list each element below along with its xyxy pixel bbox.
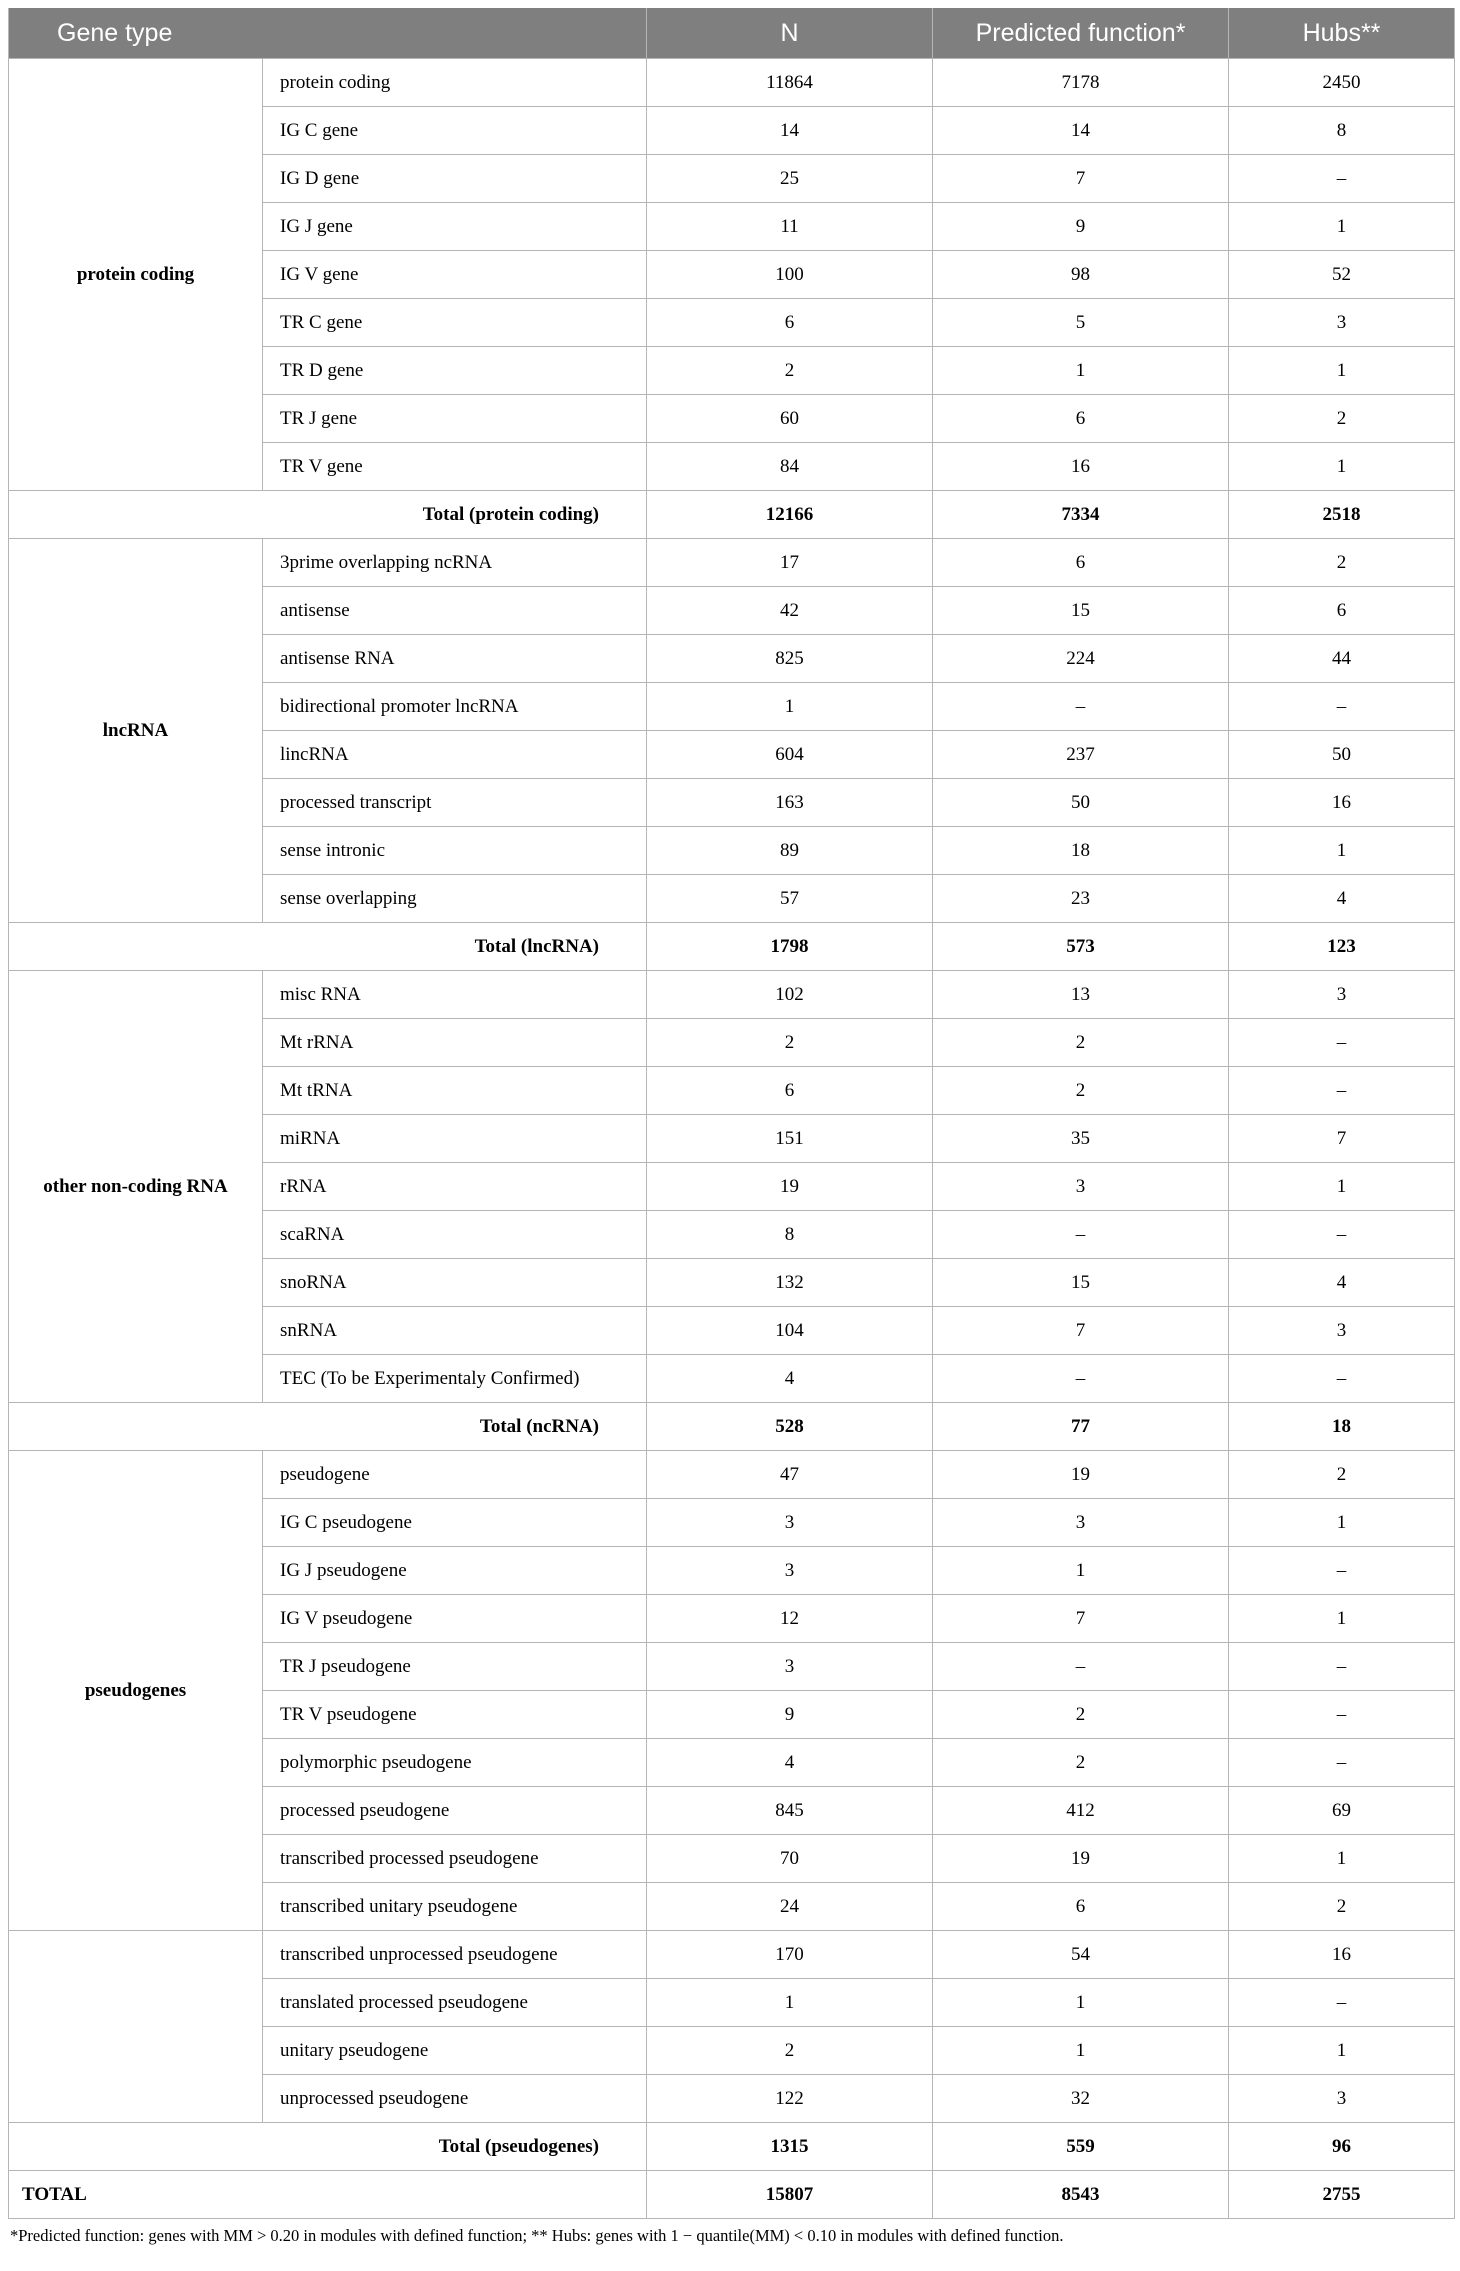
subtype-cell: IG J gene: [263, 203, 647, 251]
hubs-cell: 2: [1229, 1883, 1455, 1931]
header-row: [9, 8, 1455, 59]
group-label-cell: lncRNA: [9, 539, 263, 923]
subtype-cell: bidirectional promoter lncRNA: [263, 683, 647, 731]
predicted-function-cell: 35: [933, 1115, 1229, 1163]
subtype-cell: translated processed pseudogene: [263, 1979, 647, 2027]
table-row: [9, 539, 1455, 587]
total-hubs-cell: 96: [1229, 2123, 1455, 2171]
predicted-function-cell: 3: [933, 1163, 1229, 1211]
total-hubs-cell: 2755: [1229, 2171, 1455, 2219]
subtype-cell: TR C gene: [263, 299, 647, 347]
total-label-cell: Total (lncRNA): [9, 923, 647, 971]
subtype-cell: transcribed unitary pseudogene: [263, 1883, 647, 1931]
table-header: [9, 8, 1455, 59]
subtype-cell: processed pseudogene: [263, 1787, 647, 1835]
hubs-cell: 1: [1229, 2027, 1455, 2075]
subtype-cell: TR V gene: [263, 443, 647, 491]
hubs-cell: –: [1229, 1739, 1455, 1787]
predicted-function-cell: 98: [933, 251, 1229, 299]
predicted-function-cell: 5: [933, 299, 1229, 347]
total-predicted-function-cell: 7334: [933, 491, 1229, 539]
n-cell: 12: [647, 1595, 933, 1643]
n-cell: 11864: [647, 59, 933, 107]
hubs-cell: –: [1229, 1355, 1455, 1403]
predicted-function-cell: 7: [933, 155, 1229, 203]
subtype-cell: Mt tRNA: [263, 1067, 647, 1115]
hubs-cell: 1: [1229, 1595, 1455, 1643]
n-cell: 151: [647, 1115, 933, 1163]
n-cell: 6: [647, 299, 933, 347]
n-cell: 60: [647, 395, 933, 443]
header-gene-type: Gene type: [9, 8, 647, 59]
table-row: [9, 1931, 1455, 1979]
subtype-cell: TR J pseudogene: [263, 1643, 647, 1691]
total-label-cell: Total (protein coding): [9, 491, 647, 539]
n-cell: 2: [647, 2027, 933, 2075]
total-predicted-function-cell: 573: [933, 923, 1229, 971]
predicted-function-cell: 19: [933, 1835, 1229, 1883]
n-cell: 2: [647, 347, 933, 395]
total-row: [9, 2171, 1455, 2219]
n-cell: 163: [647, 779, 933, 827]
total-predicted-function-cell: 559: [933, 2123, 1229, 2171]
n-cell: 89: [647, 827, 933, 875]
total-n-cell: 1315: [647, 2123, 933, 2171]
hubs-cell: 2: [1229, 395, 1455, 443]
hubs-cell: –: [1229, 1211, 1455, 1259]
hubs-cell: 3: [1229, 299, 1455, 347]
gene-type-table: [8, 8, 1455, 2219]
predicted-function-cell: 412: [933, 1787, 1229, 1835]
total-n-cell: 528: [647, 1403, 933, 1451]
hubs-cell: 1: [1229, 827, 1455, 875]
hubs-cell: 1: [1229, 203, 1455, 251]
predicted-function-cell: 1: [933, 347, 1229, 395]
hubs-cell: 1: [1229, 347, 1455, 395]
total-n-cell: 12166: [647, 491, 933, 539]
predicted-function-cell: 3: [933, 1499, 1229, 1547]
subtype-cell: TR D gene: [263, 347, 647, 395]
total-n-cell: 15807: [647, 2171, 933, 2219]
hubs-cell: –: [1229, 1019, 1455, 1067]
hubs-cell: 2: [1229, 539, 1455, 587]
n-cell: 84: [647, 443, 933, 491]
subtype-cell: IG C pseudogene: [263, 1499, 647, 1547]
predicted-function-cell: 23: [933, 875, 1229, 923]
header-predicted-function: Predicted function*: [933, 8, 1229, 59]
subtype-cell: transcribed unprocessed pseudogene: [263, 1931, 647, 1979]
group-label-cell-empty: [9, 1931, 263, 2123]
hubs-cell: 1: [1229, 443, 1455, 491]
hubs-cell: 2: [1229, 1451, 1455, 1499]
predicted-function-cell: 6: [933, 395, 1229, 443]
total-label-cell: TOTAL: [9, 2171, 647, 2219]
predicted-function-cell: 15: [933, 1259, 1229, 1307]
n-cell: 70: [647, 1835, 933, 1883]
n-cell: 9: [647, 1691, 933, 1739]
hubs-cell: –: [1229, 1547, 1455, 1595]
group-label-cell: pseudogenes: [9, 1451, 263, 1931]
n-cell: 47: [647, 1451, 933, 1499]
hubs-cell: –: [1229, 1691, 1455, 1739]
predicted-function-cell: 6: [933, 539, 1229, 587]
n-cell: 19: [647, 1163, 933, 1211]
n-cell: 170: [647, 1931, 933, 1979]
hubs-cell: –: [1229, 1979, 1455, 2027]
subtype-cell: IG D gene: [263, 155, 647, 203]
hubs-cell: 44: [1229, 635, 1455, 683]
total-row: [9, 2123, 1455, 2171]
table-row: [9, 59, 1455, 107]
n-cell: 14: [647, 107, 933, 155]
n-cell: 11: [647, 203, 933, 251]
n-cell: 57: [647, 875, 933, 923]
hubs-cell: 1: [1229, 1835, 1455, 1883]
predicted-function-cell: 2: [933, 1691, 1229, 1739]
hubs-cell: –: [1229, 1067, 1455, 1115]
hubs-cell: 1: [1229, 1499, 1455, 1547]
n-cell: 17: [647, 539, 933, 587]
hubs-cell: 3: [1229, 971, 1455, 1019]
total-n-cell: 1798: [647, 923, 933, 971]
predicted-function-cell: 1: [933, 1979, 1229, 2027]
subtype-cell: snRNA: [263, 1307, 647, 1355]
total-hubs-cell: 2518: [1229, 491, 1455, 539]
hubs-cell: 4: [1229, 875, 1455, 923]
subtype-cell: sense overlapping: [263, 875, 647, 923]
subtype-cell: TEC (To be Experimentaly Confirmed): [263, 1355, 647, 1403]
hubs-cell: 16: [1229, 1931, 1455, 1979]
predicted-function-cell: 15: [933, 587, 1229, 635]
n-cell: 825: [647, 635, 933, 683]
table-row: [9, 971, 1455, 1019]
subtype-cell: protein coding: [263, 59, 647, 107]
total-row: [9, 1403, 1455, 1451]
subtype-cell: miRNA: [263, 1115, 647, 1163]
subtype-cell: processed transcript: [263, 779, 647, 827]
group-label-cell: protein coding: [9, 59, 263, 491]
total-row: [9, 923, 1455, 971]
predicted-function-cell: 50: [933, 779, 1229, 827]
predicted-function-cell: –: [933, 1355, 1229, 1403]
hubs-cell: 3: [1229, 1307, 1455, 1355]
predicted-function-cell: 1: [933, 1547, 1229, 1595]
subtype-cell: polymorphic pseudogene: [263, 1739, 647, 1787]
subtype-cell: lincRNA: [263, 731, 647, 779]
n-cell: 604: [647, 731, 933, 779]
n-cell: 2: [647, 1019, 933, 1067]
subtype-cell: sense intronic: [263, 827, 647, 875]
total-label-cell: Total (ncRNA): [9, 1403, 647, 1451]
predicted-function-cell: 19: [933, 1451, 1229, 1499]
predicted-function-cell: –: [933, 683, 1229, 731]
hubs-cell: 69: [1229, 1787, 1455, 1835]
subtype-cell: transcribed processed pseudogene: [263, 1835, 647, 1883]
hubs-cell: 50: [1229, 731, 1455, 779]
n-cell: 122: [647, 2075, 933, 2123]
subtype-cell: IG V gene: [263, 251, 647, 299]
subtype-cell: Mt rRNA: [263, 1019, 647, 1067]
gene-type-table-container: [8, 8, 1454, 2246]
subtype-cell: antisense: [263, 587, 647, 635]
n-cell: 42: [647, 587, 933, 635]
n-cell: 4: [647, 1739, 933, 1787]
hubs-cell: –: [1229, 155, 1455, 203]
n-cell: 1: [647, 683, 933, 731]
subtype-cell: scaRNA: [263, 1211, 647, 1259]
n-cell: 104: [647, 1307, 933, 1355]
predicted-function-cell: 1: [933, 2027, 1229, 2075]
total-predicted-function-cell: 8543: [933, 2171, 1229, 2219]
hubs-cell: 7: [1229, 1115, 1455, 1163]
predicted-function-cell: –: [933, 1211, 1229, 1259]
predicted-function-cell: –: [933, 1643, 1229, 1691]
subtype-cell: unitary pseudogene: [263, 2027, 647, 2075]
total-hubs-cell: 18: [1229, 1403, 1455, 1451]
table-row: [9, 1451, 1455, 1499]
predicted-function-cell: 18: [933, 827, 1229, 875]
hubs-cell: 2450: [1229, 59, 1455, 107]
n-cell: 3: [647, 1643, 933, 1691]
header-n: N: [647, 8, 933, 59]
n-cell: 1: [647, 1979, 933, 2027]
hubs-cell: –: [1229, 1643, 1455, 1691]
predicted-function-cell: 224: [933, 635, 1229, 683]
subtype-cell: rRNA: [263, 1163, 647, 1211]
predicted-function-cell: 9: [933, 203, 1229, 251]
n-cell: 132: [647, 1259, 933, 1307]
subtype-cell: IG C gene: [263, 107, 647, 155]
subtype-cell: IG V pseudogene: [263, 1595, 647, 1643]
subtype-cell: unprocessed pseudogene: [263, 2075, 647, 2123]
hubs-cell: 16: [1229, 779, 1455, 827]
total-predicted-function-cell: 77: [933, 1403, 1229, 1451]
n-cell: 4: [647, 1355, 933, 1403]
subtype-cell: snoRNA: [263, 1259, 647, 1307]
n-cell: 24: [647, 1883, 933, 1931]
n-cell: 6: [647, 1067, 933, 1115]
subtype-cell: misc RNA: [263, 971, 647, 1019]
total-row: [9, 491, 1455, 539]
subtype-cell: TR J gene: [263, 395, 647, 443]
hubs-cell: 52: [1229, 251, 1455, 299]
n-cell: 102: [647, 971, 933, 1019]
n-cell: 100: [647, 251, 933, 299]
predicted-function-cell: 7178: [933, 59, 1229, 107]
hubs-cell: 1: [1229, 1163, 1455, 1211]
n-cell: 3: [647, 1547, 933, 1595]
predicted-function-cell: 14: [933, 107, 1229, 155]
table-footnote: *Predicted function: genes with MM > 0.20 in modules with defined function; ** Hubs: genes with 1 − quantile(MM) < 0.10 in modules with defined function.: [10, 2226, 1064, 2245]
subtype-cell: pseudogene: [263, 1451, 647, 1499]
predicted-function-cell: 2: [933, 1739, 1229, 1787]
predicted-function-cell: 2: [933, 1067, 1229, 1115]
predicted-function-cell: 54: [933, 1931, 1229, 1979]
hubs-cell: –: [1229, 683, 1455, 731]
subtype-cell: TR V pseudogene: [263, 1691, 647, 1739]
group-label-cell: other non-coding RNA: [9, 971, 263, 1403]
subtype-cell: IG J pseudogene: [263, 1547, 647, 1595]
predicted-function-cell: 2: [933, 1019, 1229, 1067]
predicted-function-cell: 13: [933, 971, 1229, 1019]
predicted-function-cell: 32: [933, 2075, 1229, 2123]
hubs-cell: 8: [1229, 107, 1455, 155]
total-hubs-cell: 123: [1229, 923, 1455, 971]
subtype-cell: 3prime overlapping ncRNA: [263, 539, 647, 587]
predicted-function-cell: 16: [933, 443, 1229, 491]
n-cell: 3: [647, 1499, 933, 1547]
predicted-function-cell: 237: [933, 731, 1229, 779]
n-cell: 25: [647, 155, 933, 203]
hubs-cell: 4: [1229, 1259, 1455, 1307]
predicted-function-cell: 7: [933, 1307, 1229, 1355]
n-cell: 8: [647, 1211, 933, 1259]
predicted-function-cell: 7: [933, 1595, 1229, 1643]
hubs-cell: 6: [1229, 587, 1455, 635]
predicted-function-cell: 6: [933, 1883, 1229, 1931]
n-cell: 845: [647, 1787, 933, 1835]
hubs-cell: 3: [1229, 2075, 1455, 2123]
header-hubs: Hubs**: [1229, 8, 1455, 59]
total-label-cell: Total (pseudogenes): [9, 2123, 647, 2171]
subtype-cell: antisense RNA: [263, 635, 647, 683]
table-body: [9, 59, 1455, 2219]
